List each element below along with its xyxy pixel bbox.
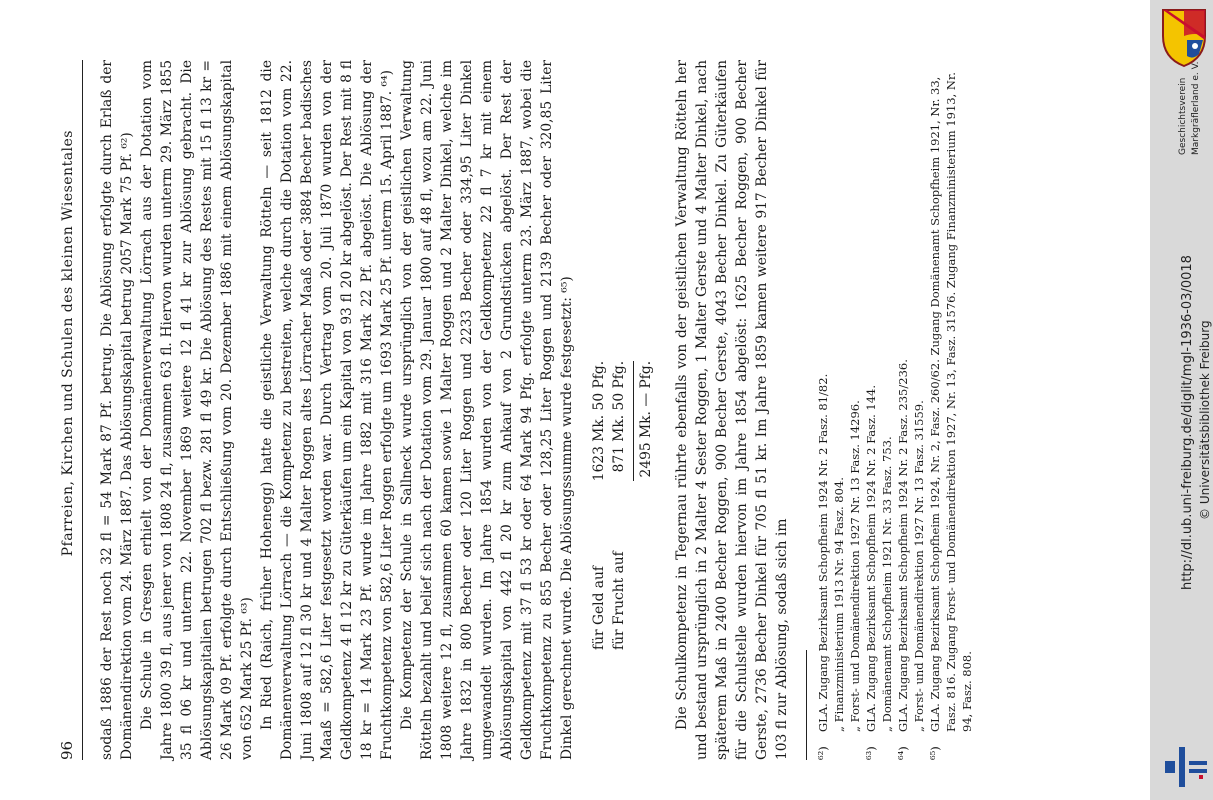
footnote-rule [806,650,807,760]
footnote [895,60,911,760]
paragraph-3: In Ried (Raich, früher Hohenegg) hatte die geistliche Verwaltung Rötteln — seit 1812 die Domänenverwaltung Lörrach — die Kompetenz zu bestreiten, welche durch die Dotation vom 22. Juni 1808 auf 12 fl 30 kr und 4 Malter Roggen altes Lörracher Maaß oder 3884 Becher badisches Maaß = 582,6 Liter festgesetzt worden war. Durch Vertrag vom 20. Juli 1870 wurden von der Geldkompetenz 4 fl 12 kr zu Güterkäufen um ein Kapital von 93 fl 20 kr abgelöst. Der Rest mit 8 fl 18 kr = 14 Mark 23 Pf. wurde im Jahre 1882 mit 316 Mark 22 Pf. abgelöst. Die Ablösung der Fruchtkompetenz von 582,6 Liter Roggen erfolgte um 1693 Mark 25 Pf. unterm 15. April 1887. ⁶⁴) [259,60,395,760]
paragraph-5: Die Schulkompetenz in Tegernau rührte ebenfalls von der geistlichen Verwaltung Rötteln her und bestand ursprünglich in 2 Malter 4 Sester Roggen, 1 Malter Gerste und 4 Malter Dinkel, nach späterem Maß in 2400 Becher Roggen, 900 Becher Gerste, 4043 Becher Dinkel. Zu Güterkäufen für die Schulstelle wurden hiervon im Jahre 1854 abgelöst: 1625 Becher Roggen, 900 Becher Gerste, 2736 Becher Dinkel für 705 fl 51 kr. Im Jahre 1859 kamen weitere 917 Becher Dinkel für 103 fl zur Ablösung, sodaß sich im [674,60,790,760]
coat-of-arms-logo [1159,6,1209,70]
ledger-total: 2495 Mk. — Pfg. [633,361,656,481]
footnote-mark [847,732,863,760]
footnote-mark: ⁶⁵) [928,746,942,760]
university-library-logo [1163,745,1211,789]
society-name-line2: Markgräflerland e. V. [1191,61,1201,155]
paragraph-2: Die Schule in Gresgen erhielt von der Domänenverwaltung Lörrach aus der Dotation vom Jahre 1800 39 fl, aus jener von 1808 24 fl, zusammen 63 fl. Hiervon wurden unterm 29. März 1855 35 fl 06 kr und unterm 22. November 1869 weitere 12 fl 41 kr zur Ablösung gebracht. Die Ablösungskapitalien betrugen 702 fl bezw. 281 fl 49 kr. Die Ablösung des Restes mit 15 fl 13 kr = 26 Mark 09 Pf. erfolgte durch Entschließung vom 20. Dezember 1886 mit einem Ablösungskapital von 652 Mark 25 Pf. ⁶³) [139,60,255,760]
paragraph-1: sodaß 1886 der Rest noch 32 fl = 54 Mark 87 Pf. betrug. Die Ablösung erfolgte durch Erlaß der Domänendirektion vom 24. März 1887. Das Ablösungskapital betrug 2057 Mark 75 Pf. ⁶²) [99,60,135,760]
source-url[interactable]: http://dl.ub.uni-freiburg.de/diglit/mgl-1936-03/0018 [1180,255,1195,590]
footnote [831,60,847,760]
running-head: Pfarreien, Kirchen und Schulen des kleinen Wiesentales [60,130,76,557]
footnote-mark: ⁶⁴) [896,746,910,760]
ledger-amount-geld: 1623 Mk. 50 Pfg. [591,360,607,482]
footnote [847,60,863,760]
footnote-text: „ Finanzministerium 1913 Nr. 94 Fasz. 804. [832,477,846,732]
ledger-amount-frucht: 871 Mk. 50 Pfg. [611,360,627,473]
page-header [58,60,83,760]
footnote [911,60,927,760]
ledger-label-geld: für Geld auf [591,565,607,650]
footnote-text: GLA. Zugang Bezirksamt Schopfheim 1924 Nr. 2 Fasz. 144. [864,384,878,732]
footnote-text: „ Domänenamt Schopfheim 1921 Nr. 33 Fasz. 753. [880,436,894,732]
footnote-mark [911,732,927,760]
footnote-mark [831,732,847,760]
footnote-text: „ Forst- und Domänendirektion 1927 Nr. 13 Fasz. 31559. [912,400,926,732]
footnote-mark: ⁶²) [816,746,830,760]
ablosung-ledger [589,60,656,650]
page-number: 96 [58,740,76,760]
copyright-notice: © Universitätsbibliothek Freiburg [1198,320,1212,520]
footnote-mark: ⁶³) [864,746,878,760]
footnote-text: GLA. Zugang Bezirksamt Schopfheim 1924 Nr. 2 Fasz. 81/82. [816,373,830,732]
footnote [879,60,895,760]
footnote [863,60,879,760]
footnote [815,60,831,760]
footnote-mark [879,732,895,760]
paragraph-4: Die Kompetenz der Schule in Sallneck wurde ursprünglich von der geistlichen Verwaltung Rötteln bezahlt und belief sich nach der Dotation vom 29. Januar 1800 auf 48 fl, wozu am 22. Juni 1808 weitere 12 fl, zusammen 60 kamen sowie 1 Malter Roggen und 2 Malter Dinkel, welche im Jahre 1832 in 800 Becher oder 120 Liter Roggen und 2233 Becher oder 334,95 Liter Dinkel umgewandelt wurden. Im Jahre 1854 wurden von der Geldkompetenz 22 fl 7 kr mit einem Ablösungskapital von 442 fl 20 kr zum Ankauf von 2 Grundstücken abgelöst. Der Rest der Geldkompetenz mit 37 fl 53 kr oder 64 Mark 94 Pfg. erfolgte unterm 23. März 1887, wobei die Fruchtkompetenz zu 855 Becher oder 128,25 Liter Roggen und 2139 Becher oder 320,85 Liter Dinkel gerechnet wurde. Die Ablösungssumme wurde festgesetzt: ⁶⁵) [399,60,575,760]
footnote-text: GLA. Zugang Bezirksamt Schopfheim 1924, Nr. 2, Fasz. 260/62. Zugang Domänenamt Schopfheim 1921, Nr. 33, Fasz. 816. Zugang Forst- und Domänendirektion 1927, Nr. 13, Fasz. 31576. Zugang Finanzministerium 1913, Nr. 94, Fasz. 808. [928,72,974,732]
society-name-line1: Geschichtsverein [1178,77,1188,155]
footnote [927,60,975,760]
footnote-text: GLA. Zugang Bezirksamt Schopfheim 1924 Nr. 2 Fasz. 235/236. [896,359,910,732]
ledger-label-frucht: für Frucht auf [611,551,627,650]
footnote-text: „ Forst- und Domänendirektion 1927 Nr. 13 Fasz. 14296. [848,400,862,732]
